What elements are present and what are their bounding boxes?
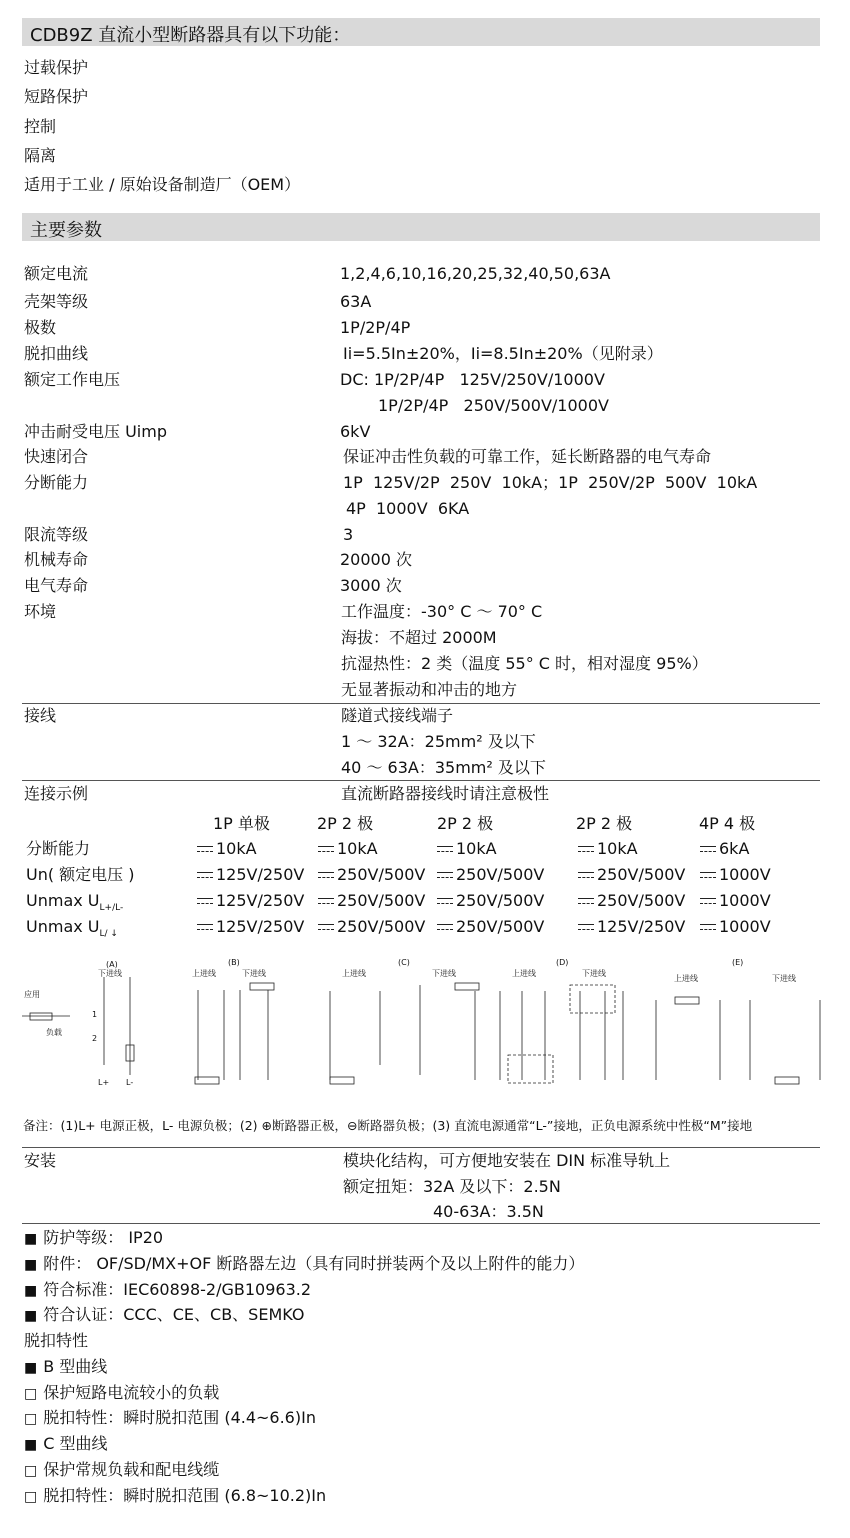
- dc-symbol-icon: [700, 846, 716, 855]
- section-title: CDB9Z 直流小型断路器具有以下功能：: [30, 25, 351, 46]
- param-label: 极数: [24, 318, 57, 337]
- dc-symbol-icon: [578, 872, 594, 881]
- diagram-label: 负载: [46, 1028, 62, 1037]
- param-value: DC: 1P/2P/4P 125V/250V/1000V: [340, 370, 605, 389]
- dc-symbol-icon: [700, 872, 716, 881]
- dc-symbol-icon: [197, 898, 213, 907]
- param-value: 6kV: [340, 422, 371, 441]
- table-cell: 10kA: [318, 839, 378, 859]
- row-label: Un( 额定电压 ): [26, 865, 135, 884]
- param-value: 40-63A：3.5N: [433, 1202, 544, 1221]
- table-cell: 125V/250V: [197, 865, 304, 885]
- wiring-note: 备注：(1)L+ 电源正极，L- 电源负极；(2) ⊕断路器正极，⊖断路器负极；(3) 直流电源通常“L-”接地，正负电源系统中性极“M”接地: [23, 1118, 753, 1133]
- wiring-diagram: [20, 955, 830, 1105]
- diagram-label: 上进线: [512, 969, 536, 978]
- param-label: 电气寿命: [24, 576, 89, 595]
- dc-symbol-icon: [197, 846, 213, 855]
- divider: [22, 1147, 820, 1148]
- diagram-label: 下进线: [772, 974, 796, 983]
- section-header-functions: [22, 18, 820, 46]
- col-header: 1P 单极: [213, 814, 270, 833]
- divider: [22, 1223, 820, 1224]
- feature-item: ■ 符合认证：CCC、CE、CB、SEMKO: [24, 1305, 304, 1326]
- param-value: 40 ～ 63A：35mm² 及以下: [341, 758, 546, 777]
- param-label: 分断能力: [24, 473, 89, 492]
- param-value: 模块化结构，可方便地安装在 DIN 标准导轨上: [343, 1151, 671, 1170]
- param-value: 隧道式接线端子: [341, 706, 454, 725]
- dc-symbol-icon: [578, 846, 594, 855]
- param-value: 20000 次: [340, 550, 412, 569]
- table-cell: 250V/500V: [578, 891, 685, 911]
- function-item: 控制: [24, 117, 57, 136]
- param-value: 1P 125V/2P 250V 10kA；1P 250V/2P 500V 10kA: [343, 473, 758, 492]
- dc-symbol-icon: [318, 898, 334, 907]
- function-item: 隔离: [24, 146, 57, 165]
- table-cell: 1000V: [700, 891, 771, 911]
- dc-symbol-icon: [437, 898, 453, 907]
- table-cell: 250V/500V: [318, 891, 425, 911]
- table-cell: 125V/250V: [197, 917, 304, 937]
- param-label: 机械寿命: [24, 550, 89, 569]
- table-cell: 10kA: [578, 839, 638, 859]
- dc-symbol-icon: [437, 872, 453, 881]
- section-header-params: [22, 213, 820, 241]
- divider: [22, 703, 820, 704]
- col-header: 2P 2 极: [576, 814, 633, 833]
- col-header: 4P 4 极: [699, 814, 756, 833]
- dc-symbol-icon: [197, 924, 213, 933]
- diagram-label: L-: [126, 1078, 134, 1087]
- param-value: 保证冲击性负载的可靠工作，延长断路器的电气寿命: [343, 447, 712, 466]
- table-cell: 250V/500V: [318, 865, 425, 885]
- diagram-letter: (E): [732, 958, 744, 967]
- param-label: 额定工作电压: [24, 370, 121, 389]
- diagram-letter: (A): [106, 960, 118, 969]
- table-cell: 10kA: [197, 839, 257, 859]
- diagram-label: 应用: [24, 990, 40, 999]
- param-value: 1 ～ 32A：25mm² 及以下: [341, 732, 536, 751]
- row-label: Unmax $U_{L+/L-}$: [26, 891, 124, 914]
- diagram-label: 下进线: [432, 969, 456, 978]
- param-label: 安装: [24, 1151, 57, 1170]
- function-item: 过载保护: [24, 58, 89, 77]
- feature-item: ■ 附件： OF/SD/MX+OF 断路器左边（具有同时拼装两个及以上附件的能力）: [24, 1254, 584, 1275]
- table-cell: 10kA: [437, 839, 497, 859]
- param-label: 环境: [24, 602, 57, 621]
- diagram-b: [195, 983, 274, 1084]
- diagram-d: [500, 985, 623, 1083]
- param-label: 壳架等级: [24, 292, 89, 311]
- diagram-c: [330, 983, 479, 1084]
- feature-subitem: □ 保护短路电流较小的负载: [24, 1383, 219, 1404]
- param-value: 1,2,4,6,10,16,20,25,32,40,50,63A: [340, 264, 611, 283]
- param-value: 4P 1000V 6KA: [346, 499, 470, 518]
- table-cell: 250V/500V: [578, 865, 685, 885]
- table-cell: 250V/500V: [318, 917, 425, 937]
- param-label: 快速闭合: [24, 447, 89, 466]
- section-title: 主要参数: [30, 220, 102, 241]
- diagram-e: [656, 997, 820, 1084]
- dc-symbol-icon: [318, 924, 334, 933]
- feature-item: ■ 符合标准：IEC60898-2/GB10963.2: [24, 1280, 311, 1301]
- dc-symbol-icon: [318, 846, 334, 855]
- param-value: 直流断路器接线时请注意极性: [341, 784, 550, 803]
- col-header: 2P 2 极: [437, 814, 494, 833]
- feature-item: ■ 防护等级： IP20: [24, 1228, 163, 1249]
- table-cell: 125V/250V: [197, 891, 304, 911]
- table-cell: 1000V: [700, 917, 771, 937]
- param-value: 海拔：不超过 2000M: [341, 628, 497, 647]
- param-value: Ii=5.5In±20%，Ii=8.5In±20%（见附录）: [343, 344, 663, 363]
- param-label: 接线: [24, 706, 57, 725]
- feature-subitem: □ 保护常规负载和配电线缆: [24, 1460, 219, 1481]
- dc-symbol-icon: [437, 924, 453, 933]
- param-value: 1P/2P/4P: [340, 318, 411, 337]
- diagram-label: 下进线: [582, 969, 606, 978]
- table-cell: 250V/500V: [437, 865, 544, 885]
- divider: [22, 780, 820, 781]
- dc-symbol-icon: [700, 924, 716, 933]
- diagram-label: 2: [92, 1034, 98, 1043]
- diagram-label: 上进线: [342, 969, 366, 978]
- param-label: 限流等级: [24, 525, 89, 544]
- dc-symbol-icon: [578, 924, 594, 933]
- diagram-label: 上进线: [674, 974, 698, 983]
- param-value: 63A: [340, 292, 372, 311]
- feature-heading: 脱扣特性: [24, 1331, 89, 1350]
- param-label: 脱扣曲线: [24, 344, 89, 363]
- param-value: 1P/2P/4P 250V/500V/1000V: [378, 396, 609, 415]
- diagram-letter: (B): [228, 958, 240, 967]
- dc-symbol-icon: [197, 872, 213, 881]
- param-value: 3000 次: [340, 576, 402, 595]
- param-label: 连接示例: [24, 784, 89, 803]
- diagram-letter: (D): [556, 958, 569, 967]
- col-header: 2P 2 极: [317, 814, 374, 833]
- table-cell: 1000V: [700, 865, 771, 885]
- function-item: 短路保护: [24, 87, 89, 106]
- function-item: 适用于工业 / 原始设备制造厂（OEM）: [24, 175, 301, 194]
- dc-symbol-icon: [437, 846, 453, 855]
- table-cell: 250V/500V: [437, 891, 544, 911]
- param-value: 工作温度：-30° C ～ 70° C: [341, 602, 543, 621]
- diagram-label: 上进线: [192, 969, 216, 978]
- param-value: 抗湿热性：2 类（温度 55° C 时，相对湿度 95%）: [341, 654, 708, 673]
- feature-item: ■ B 型曲线: [24, 1357, 107, 1378]
- diagram-letter: (C): [398, 958, 410, 967]
- table-cell: 250V/500V: [437, 917, 544, 937]
- row-label: 分断能力: [26, 839, 91, 858]
- dc-symbol-icon: [318, 872, 334, 881]
- table-cell: 125V/250V: [578, 917, 685, 937]
- diagram-label: 下进线: [242, 969, 266, 978]
- diagram-label: 下进线: [98, 969, 122, 978]
- param-label: 冲击耐受电压 Uimp: [24, 422, 167, 441]
- feature-subitem: □ 脱扣特性：瞬时脱扣范围 (6.8~10.2)In: [24, 1486, 326, 1507]
- param-value: 额定扭矩：32A 及以下：2.5N: [343, 1177, 561, 1196]
- diagram-label: L+: [98, 1078, 110, 1087]
- dc-symbol-icon: [578, 898, 594, 907]
- table-cell: 6kA: [700, 839, 749, 859]
- row-label: Unmax $U_{L/ ↓}$: [26, 917, 118, 940]
- feature-subitem: □ 脱扣特性：瞬时脱扣范围 (4.4~6.6)In: [24, 1408, 316, 1429]
- dc-symbol-icon: [700, 898, 716, 907]
- feature-item: ■ C 型曲线: [24, 1434, 108, 1455]
- param-label: 额定电流: [24, 264, 89, 283]
- param-value: 3: [343, 525, 354, 544]
- diagram-label: 1: [92, 1010, 98, 1019]
- param-value: 无显著振动和冲击的地方: [341, 680, 518, 699]
